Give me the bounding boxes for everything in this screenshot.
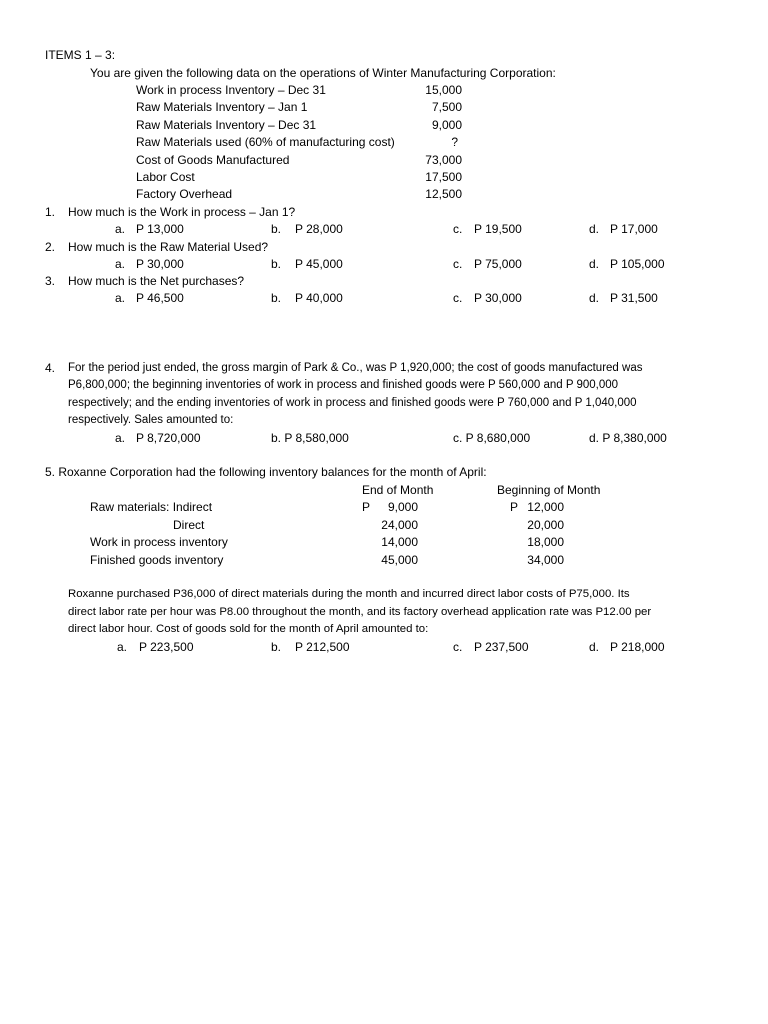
choice-letter: c. (453, 222, 463, 236)
items-heading: ITEMS 1 – 3: (45, 48, 116, 62)
choice-a: P 223,500 (139, 640, 194, 654)
choice-letter: d. (589, 640, 600, 654)
question-text-line: respectively. Sales amounted to: (68, 414, 234, 426)
given-value: 9,000 (431, 118, 462, 132)
currency-symbol: P (510, 500, 519, 514)
given-label: Raw Materials Inventory – Jan 1 (136, 100, 308, 114)
choice-b: P 45,000 (295, 257, 343, 271)
end-value: 14,000 (381, 535, 418, 549)
given-value: 73,000 (425, 153, 462, 167)
question-text: How much is the Work in process – Jan 1? (68, 205, 296, 219)
inventory-label: Work in process inventory (90, 535, 228, 549)
choice-a: P 30,000 (136, 257, 184, 271)
choice-letter: a. (115, 291, 126, 305)
choice-b: b. P 8,580,000 (271, 431, 349, 445)
choice-a: P 13,000 (136, 222, 184, 236)
given-value: 15,000 (425, 83, 462, 97)
currency-symbol: P (362, 500, 371, 514)
column-header-begin: Beginning of Month (497, 483, 601, 497)
choice-letter: a. (115, 222, 126, 236)
inventory-label: Raw materials: Indirect (90, 500, 213, 514)
question-text-line: respectively; and the ending inventories of work in process and finished goods were P 760,000 and P 1,040,000 (68, 397, 637, 409)
choice-d: P 218,000 (610, 640, 665, 654)
question-text-line: Roxanne purchased P36,000 of direct materials during the month and incurred direct labor costs of P75,000. Its (68, 588, 630, 600)
question-number: 3. (45, 274, 56, 288)
choice-letter: b. (271, 222, 282, 236)
intro-text: You are given the following data on the operations of Winter Manufacturing Corporation: (90, 66, 556, 80)
given-label: Cost of Goods Manufactured (136, 153, 290, 167)
begin-value: 18,000 (527, 535, 564, 549)
choice-letter: a. (117, 640, 128, 654)
choice-letter: c. (453, 640, 463, 654)
choice-b: P 212,500 (295, 640, 350, 654)
end-value: 45,000 (381, 553, 418, 567)
given-label: Labor Cost (136, 170, 195, 184)
question-text-line: For the period just ended, the gross margin of Park & Co., was P 1,920,000; the cost of goods manufactured was (68, 362, 643, 374)
begin-value: 20,000 (527, 518, 564, 532)
choice-letter: b. (271, 257, 282, 271)
question-text-line: direct labor rate per hour was P8.00 throughout the month, and its factory overhead application rate was P12.00 per (68, 606, 652, 618)
choice-c: P 237,500 (474, 640, 529, 654)
choice-letter: d. (589, 257, 600, 271)
choice-d: P 105,000 (610, 257, 665, 271)
given-label: Factory Overhead (136, 187, 233, 201)
choice-c: P 75,000 (474, 257, 522, 271)
choice-letter: c. (453, 291, 463, 305)
choice-letter: b. (271, 291, 282, 305)
given-label: Raw Materials Inventory – Dec 31 (136, 118, 317, 132)
end-value: 9,000 (387, 500, 418, 514)
choice-c: P 30,000 (474, 291, 522, 305)
end-value: 24,000 (381, 518, 418, 532)
inventory-label: Finished goods inventory (90, 553, 224, 567)
choice-b: P 40,000 (295, 291, 343, 305)
choice-a: P 8,720,000 (136, 431, 201, 445)
choice-letter: b. (271, 640, 282, 654)
choice-c: c. P 8,680,000 (453, 431, 531, 445)
question-number: 4. (45, 361, 56, 375)
given-value: 12,500 (425, 187, 462, 201)
choice-letter: a. (115, 257, 126, 271)
choice-letter: d. (589, 222, 600, 236)
choice-d: d. P 8,380,000 (589, 431, 667, 445)
question-number: 1. (45, 205, 56, 219)
choice-d: P 17,000 (610, 222, 658, 236)
given-value: ? (451, 135, 458, 149)
question-text: 5. Roxanne Corporation had the following inventory balances for the month of April: (45, 465, 487, 479)
choice-d: P 31,500 (610, 291, 658, 305)
given-value: 7,500 (431, 100, 462, 114)
question-text-line: P6,800,000; the beginning inventories of work in process and finished goods were P 560,000 and P 900,000 (68, 379, 619, 391)
column-header-end: End of Month (362, 483, 434, 497)
inventory-label: Direct (173, 518, 205, 532)
choice-letter: d. (589, 291, 600, 305)
choice-b: P 28,000 (295, 222, 343, 236)
question-text-line: direct labor hour. Cost of goods sold for the month of April amounted to: (68, 623, 429, 635)
given-value: 17,500 (425, 170, 462, 184)
given-label: Raw Materials used (60% of manufacturing cost) (136, 135, 395, 149)
question-text: How much is the Raw Material Used? (68, 240, 269, 254)
choice-letter: c. (453, 257, 463, 271)
choice-a: P 46,500 (136, 291, 184, 305)
choice-letter: a. (115, 431, 126, 445)
question-text: How much is the Net purchases? (68, 274, 245, 288)
begin-value: 12,000 (527, 500, 564, 514)
choice-c: P 19,500 (474, 222, 522, 236)
question-number: 2. (45, 240, 56, 254)
begin-value: 34,000 (527, 553, 564, 567)
given-label: Work in process Inventory – Dec 31 (136, 83, 326, 97)
